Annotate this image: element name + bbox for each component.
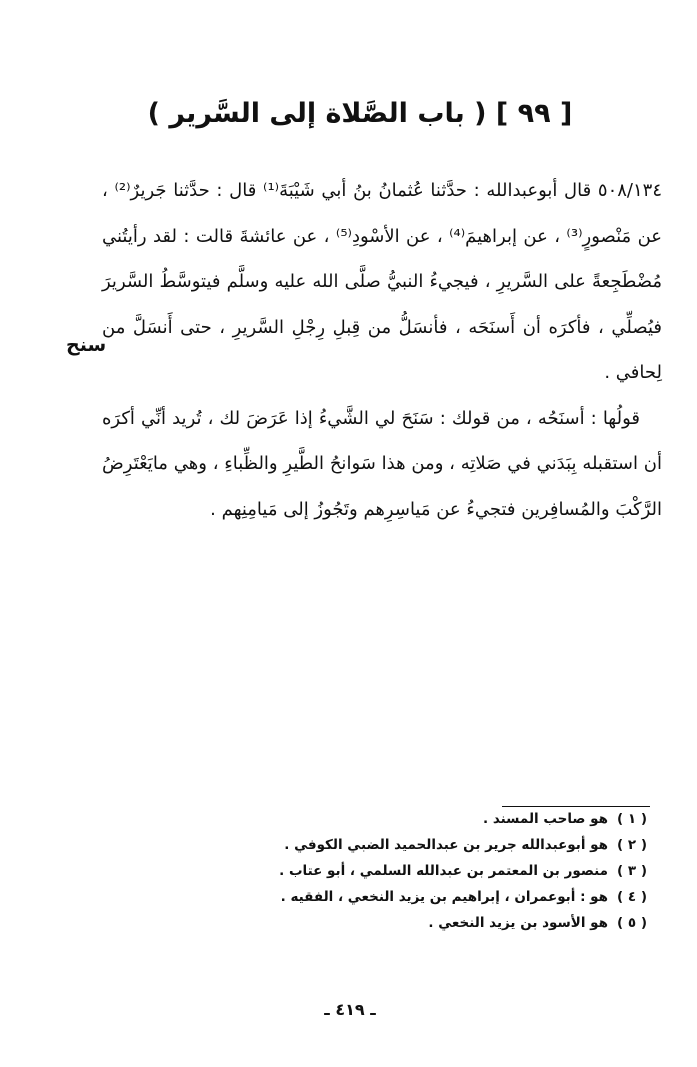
footnote-number: ( ٣ ) (617, 863, 647, 879)
footnote-text: هو أبوعبدالله جرير بن عبدالحميد الضبي الكوفي . (284, 837, 608, 853)
footnote-item (200, 910, 656, 936)
commentary-paragraph: قولُها : أسنَحُه ، من قولك : سَنَحَ لي الشَّيءُ إذا عَرَضَ لك ، تُريد أنِّي أكرَه أن استقبله بِبَدَني في صَلاتِه ، ومن هذا سَوانحُ الطَّيرِ والظِّباءِ ، وهي مايَعْتَرِضُ الرَّكْبَ والمُسافِرين فتجيءُ عن مَياسِرِهم وتَجُوزُ إلى مَيامِنِهم . (102, 407, 662, 520)
footnote-item (200, 884, 656, 910)
footnote-item (200, 806, 656, 832)
footnote-item (200, 858, 656, 884)
footnote-text: منصور بن المعتمر بن عبدالله السلمي ، أبو عتاب . (279, 863, 608, 879)
margin-keyword: سنح (66, 334, 107, 356)
footnote-number: ( ٢ ) (617, 837, 647, 853)
hadith-body (102, 168, 662, 532)
hadith-paragraph (102, 168, 662, 396)
hadith-number: ٥٠٨/١٣٤ (597, 180, 662, 201)
footnote-text: هو الأسود بن يزيد النخعي . (428, 915, 608, 931)
footnote-item (200, 832, 656, 858)
chapter-title: [ ٩٩ ] ( باب الصَّلاة إلى السَّرير ) (147, 98, 573, 129)
footnotes (200, 806, 656, 936)
footnote-text: هو صاحب المسند . (483, 811, 608, 827)
page-number: ـ ٤١٩ ـ (324, 1000, 376, 1019)
footnote-text: هو : أبوعمران ، إبراهيم بن يزيد النخعي ، الفقيه . (280, 889, 608, 905)
footnote-number: ( ٥ ) (617, 915, 647, 931)
hadith-text: قال أبوعبدالله : حدَّثنا عُثمانُ بنُ أبي شَيْبَةَ⁽¹⁾ قال : حدَّثنا جَريرٌ⁽²⁾ ، عن مَنْصورٍ⁽³⁾ ، عن إبراهيمَ⁽⁴⁾ ، عن الأسْودِ⁽⁵⁾ ، عن عائشةَ قالت : لقد رأيتُني مُضْطَجِعةً على السَّريرِ ، فيجيءُ النبيُّ صلَّى الله عليه وسلَّم فيتوسَّطُ السَّريرَ فيُصلِّي ، فأكرَه أن أَسنَحَه ، فأنسَلُّ من قِبلِ رِجْلِ السَّريرِ ، حتى أَنسَلَّ من لِحافي . (102, 180, 663, 383)
footnote-number: ( ٤ ) (617, 889, 647, 905)
footnote-number: ( ١ ) (617, 811, 647, 827)
